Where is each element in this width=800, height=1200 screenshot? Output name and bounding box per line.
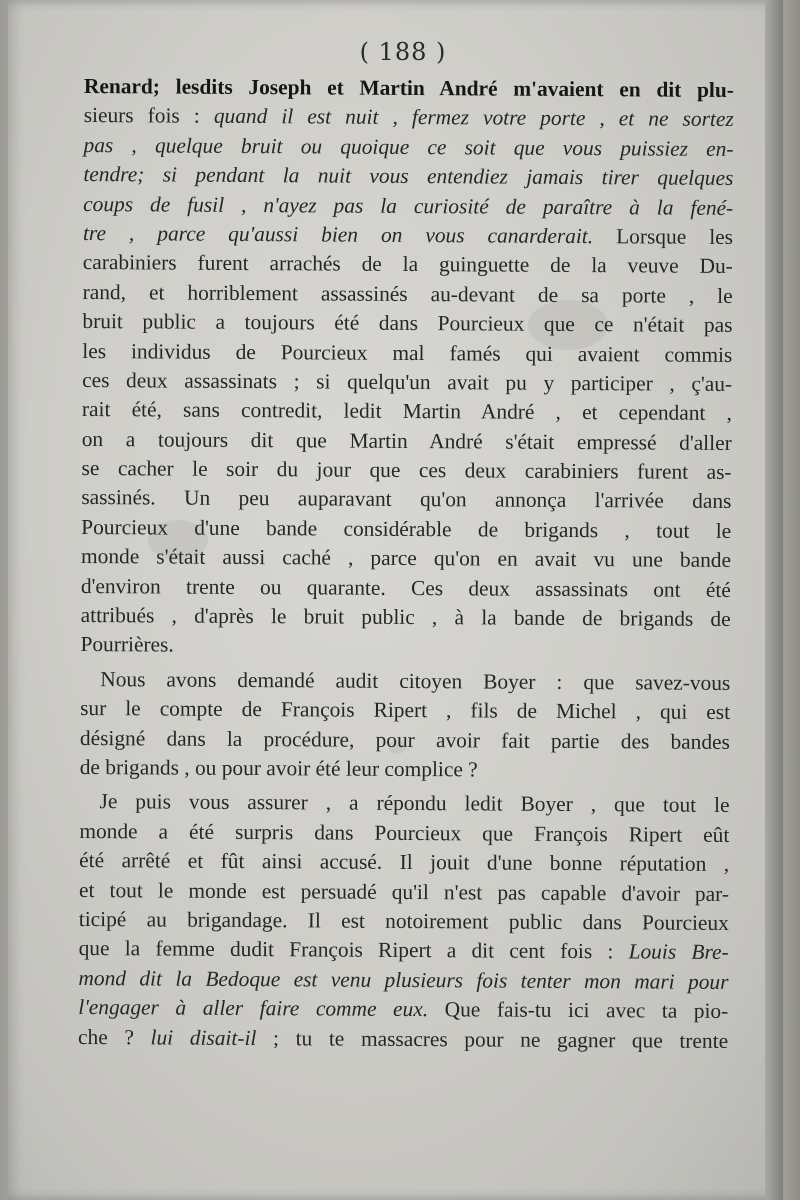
text-line [81,513,731,546]
text-segment: che ? [78,1024,151,1049]
text-line [83,131,733,164]
text-line [81,572,731,605]
text-line [78,964,728,997]
text-line [83,190,733,223]
text-segment: on a toujours dit que Martin André s'était empressé d'aller [81,426,732,455]
text-segment: été arrêté et fût ainsi accusé. Il jouit d'une bonne réputation , [79,848,730,877]
text-segment: de brigands , ou pour avoir été leur complice ? [79,754,478,782]
text-line [79,787,729,820]
text-segment: rand, et horriblement assassinés au-devant de sa porte , le [82,279,733,308]
text-line [79,905,729,938]
text-line [82,366,732,399]
text-segment: Je puis vous assurer , a répondu ledit Boyer , que tout le [99,789,730,818]
italic-text: coups de fusil , n'ayez pas la curiosité de paraître à la fené- [83,191,734,220]
text-line [79,846,729,879]
text-segment: Pourrières. [80,632,174,657]
text-segment: d'environ trente ou quarante. Ces deux assassinats ont été [80,573,731,602]
text-segment: sassinés. Un peu auparavant qu'on annonça l'arrivée dans [81,485,732,514]
italic-text: quand il est nuit , fermez votre porte , et ne sortez [213,104,734,132]
italic-text: l'engager à aller faire comme eux. [78,995,429,1022]
text-segment: monde a été surpris dans Pourcieux que François Ripert eût [79,818,730,847]
text-segment: attribués , d'après le bruit public , à la bande de brigands de [80,603,731,631]
text-line [83,278,733,311]
text-line [82,337,732,370]
text-line [83,219,733,252]
text-line [84,101,734,134]
text-line [82,307,732,340]
text-line [81,454,731,487]
text-segment: Que fais-tu ici avec ta pio- [428,997,729,1024]
text-segment: se cacher le soir du jour que ces deux carabiniers furent as- [81,456,732,485]
italic-text: tre , parce qu'aussi bien on vous canarderait. [82,220,594,249]
text-segment: bruit public a toujours été dans Pourcieux que ce n'était pas [82,309,733,338]
text-line [82,425,732,458]
text-segment: carabiniers furent arrachés de la guinguette de la veuve Du- [82,250,733,279]
text-line [79,817,729,850]
text-line [78,993,728,1026]
italic-text: lui disait-il [150,1024,257,1050]
italic-text: Louis Bre- [628,939,729,965]
text-segment: désigné dans la procédure, pour avoir fait partie des bandes [79,725,730,754]
text-segment: monde s'était aussi caché , parce qu'on en avait vu une bande [80,544,732,573]
text-line [84,72,734,105]
page-number: ( 188 ) [359,38,447,66]
text-segment: Pourcieux d'une bande considérable de brigands , tout le [81,514,732,543]
italic-text: tendre; si pendant la nuit vous entendiez jamais tirer quelques [83,162,734,191]
text-line [80,694,730,727]
text-line [78,1022,728,1055]
text-line [83,160,733,193]
text-segment: sur le compte de François Ripert , fils de Michel , qui est [80,696,731,725]
text-line [80,753,730,786]
text-segment: Nous avons demandé audit citoyen Boyer : que savez-vous [100,666,731,695]
text-segment: que la femme dudit François Ripert a dit cent fois : [78,936,629,964]
book-page [8,0,783,1200]
body-text [78,72,734,1056]
text-line [82,395,732,428]
text-segment: et tout le monde est persuadé qu'il n'est pas capable d'avoir par- [78,877,730,906]
bold-text: Renard; lesdits Joseph et Martin André m'avaient en dit plu- [83,73,734,102]
page-edge [765,0,783,1200]
text-segment: ticipé au brigandage. Il est notoirement public dans Pourcieux [78,906,729,935]
text-segment: ; tu te massacres pour ne gagner que trente [256,1025,729,1053]
text-segment: les individus de Pourcieux mal famés qui avaient commis [82,338,733,367]
text-segment: Lorsque les [593,224,734,249]
text-segment: sieurs fois : [83,103,214,129]
text-line [80,724,730,757]
italic-text: pas , quelque bruit ou quoique ce soit que vous puissiez en- [83,132,734,161]
text-line [81,601,731,634]
text-line [81,483,731,516]
text-line [80,630,730,663]
text-line [79,876,729,909]
text-line [81,542,731,575]
text-line [80,665,730,698]
text-line [79,934,729,967]
text-segment: ces deux assassinats ; si quelqu'un avait pu y participer , ç'au- [82,367,733,396]
text-line [83,248,733,281]
italic-text: mond dit la Bedoque est venu plusieurs fois tenter mon mari pour [78,965,729,994]
text-segment: rait été, sans contredit, ledit Martin André , et cependant , [81,397,733,426]
